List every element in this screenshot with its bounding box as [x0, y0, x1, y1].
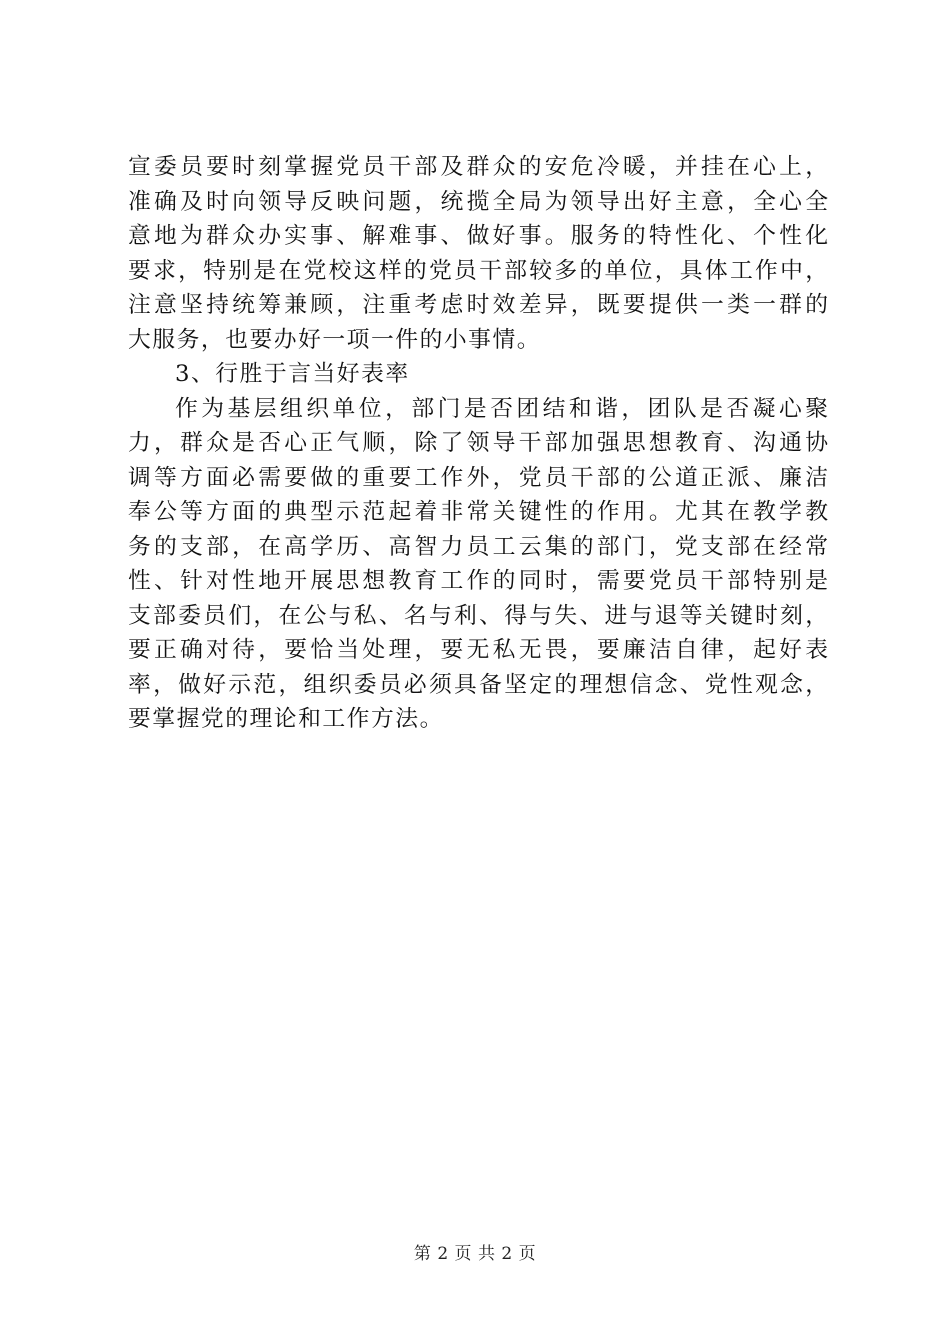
text-line: 大服务，也要办好一项一件的小事情。 [128, 326, 542, 353]
text-line: 务的支部，在高学历、高智力员工云集的部门，党支部在经常 [128, 533, 828, 560]
text-line: 调等方面必需要做的重要工作外，党员干部的公道正派、廉洁 [128, 464, 828, 491]
text-line: 性、针对性地开展思想教育工作的同时，需要党员干部特别是 [128, 568, 828, 594]
text-line: 要正确对待，要恰当处理，要无私无畏，要廉洁自律，起好表 [128, 637, 828, 663]
text-line: 作为基层组织单位，部门是否团结和谐，团队是否凝心聚 [175, 395, 828, 422]
text-line: 准确及时向领导反映问题，统揽全局为领导出好主意，全心全 [128, 188, 828, 215]
text-line: 奉公等方面的典型示范起着非常关键性的作用。尤其在教学教 [128, 499, 828, 525]
text-line: 力，群众是否心正气顺，除了领导干部加强思想教育、沟通协 [128, 430, 828, 456]
text-line: 意地为群众办实事、解难事、做好事。服务的特性化、个性化 [128, 223, 828, 249]
text-line: 要掌握党的理论和工作方法。 [128, 706, 444, 732]
text-line: 宣委员要时刻掌握党员干部及群众的安危冷暖，并挂在心上， [128, 154, 828, 180]
page-footer: 第 2 页 共 2 页 [413, 1244, 537, 1264]
document-body [128, 150, 828, 737]
text-line: 支部委员们，在公与私、名与利、得与失、进与退等关键时刻， [128, 602, 828, 629]
section-heading: 3、行胜于言当好表率 [175, 361, 410, 387]
text-line: 注意坚持统筹兼顾，注重考虑时效差异，既要提供一类一群的 [128, 292, 828, 318]
text-line: 率，做好示范，组织委员必须具备坚定的理想信念、党性观念， [128, 671, 828, 698]
text-line: 要求，特别是在党校这样的党员干部较多的单位，具体工作中， [128, 257, 828, 284]
